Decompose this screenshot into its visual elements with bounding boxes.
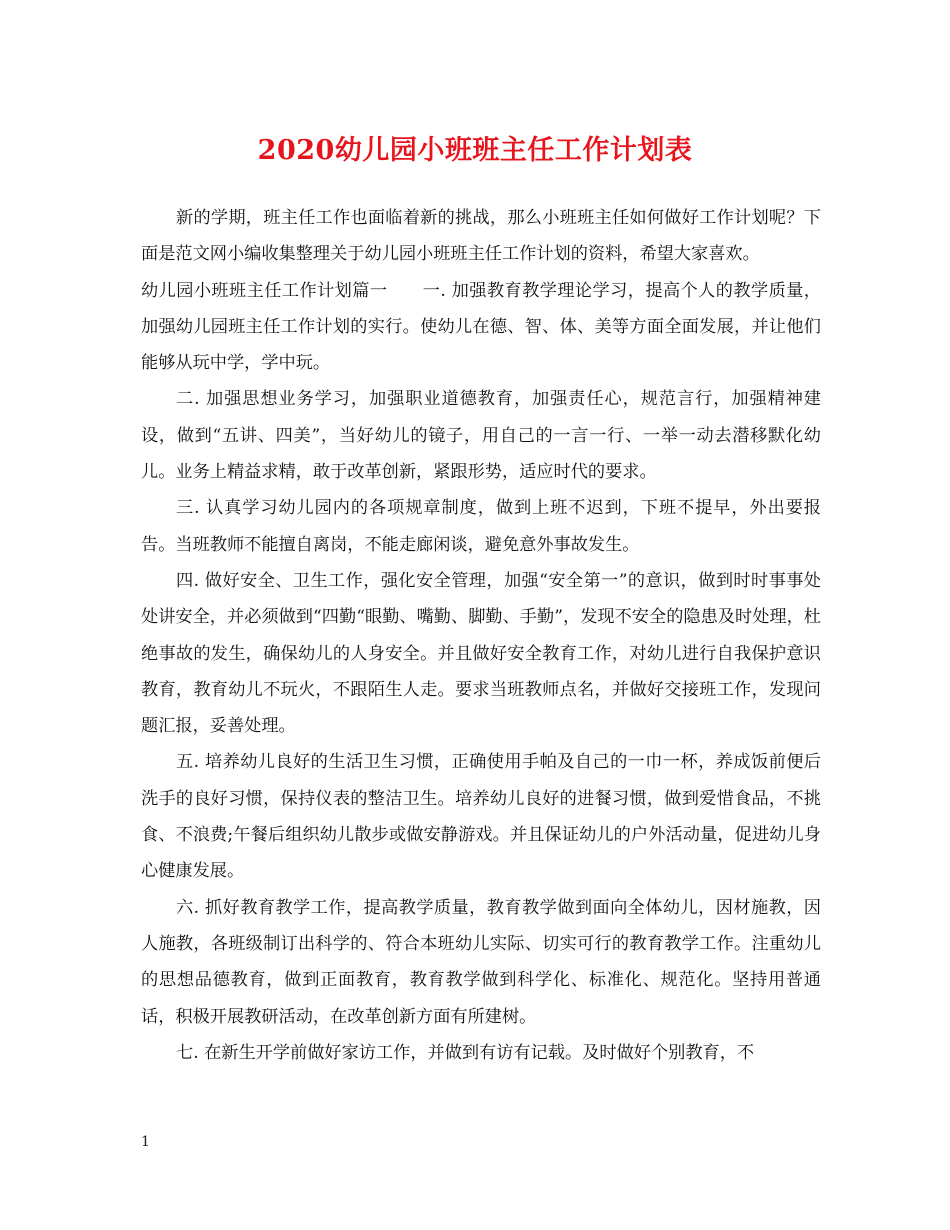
page-number: 1 — [141, 1134, 150, 1150]
section-paragraph-7: 七. 在新生开学前做好家访工作，并做到有访有记载。及时做好个别教育，不 — [176, 1042, 755, 1063]
section-paragraph-5: 五. 培养幼儿良好的生活卫生习惯，正确使用手帕及自己的一巾一杯，养成饭前便后洗手的良好习惯，保持仪表的整洁卫生。培养幼儿良好的进餐习惯，做到爱惜食品，不挑食、不浪费;午餐后组织幼儿散步或做安静游戏。并且保证幼儿的户外活动量，促进幼儿身心健康发展。 — [141, 752, 821, 882]
section-paragraph-4: 四. 做好安全、卫生工作，强化安全管理，加强“安全第一”的意识，做到时时事事处处讲安全，并必须做到“四勤“眼勤、嘴勤、脚勤、手勤”，发现不安全的隐患及时处理，杜绝事故的发生，确保幼儿的人身安全。并且做好安全教育工作，对幼儿进行自我保护意识教育，教育幼儿不玩火，不跟陌生人走。要求当班教师点名，并做好交接班工作，发现问题汇报，妥善处理。 — [141, 570, 821, 737]
section-paragraph-6: 六. 抓好教育教学工作，提高教学质量，教育教学做到面向全体幼儿，因材施教，因人施教，各班级制订出科学的、符合本班幼儿实际、切实可行的教育教学工作。注重幼儿的思想品德教育，做到正面教育，教育教学做到科学化、标准化、规范化。坚持用普通话，积极开展教研活动，在改革创新方面有所建树。 — [141, 897, 821, 1027]
section-paragraph-1: 幼儿园小班班主任工作计划篇一 一. 加强教育教学理论学习，提高个人的教学质量，加强幼儿园班主任工作计划的实行。使幼儿在德、智、体、美等方面全面发展，并让他们能够从玩中学，学中玩。 — [141, 280, 821, 374]
section-paragraph-2: 二. 加强思想业务学习，加强职业道德教育，加强责任心，规范言行，加强精神建设，做到“五讲、四美”，当好幼儿的镜子，用自己的一言一行、一举一动去潜移默化幼儿。业务上精益求精，敢于改革创新，紧跟形势，适应时代的要求。 — [141, 389, 821, 483]
document-title: 2020幼儿园小班班主任工作计划表 — [257, 135, 693, 166]
document-body — [141, 200, 821, 1071]
intro-paragraph: 新的学期，班主任工作也面临着新的挑战，那么小班班主任如何做好工作计划呢？下面是范文网小编收集整理关于幼儿园小班班主任工作计划的资料，希望大家喜欢。 — [141, 208, 821, 265]
section-paragraph-3: 三. 认真学习幼儿园内的各项规章制度，做到上班不迟到，下班不提早，外出要报告。当班教师不能擅自离岗，不能走廊闲谈，避免意外事故发生。 — [141, 498, 821, 555]
